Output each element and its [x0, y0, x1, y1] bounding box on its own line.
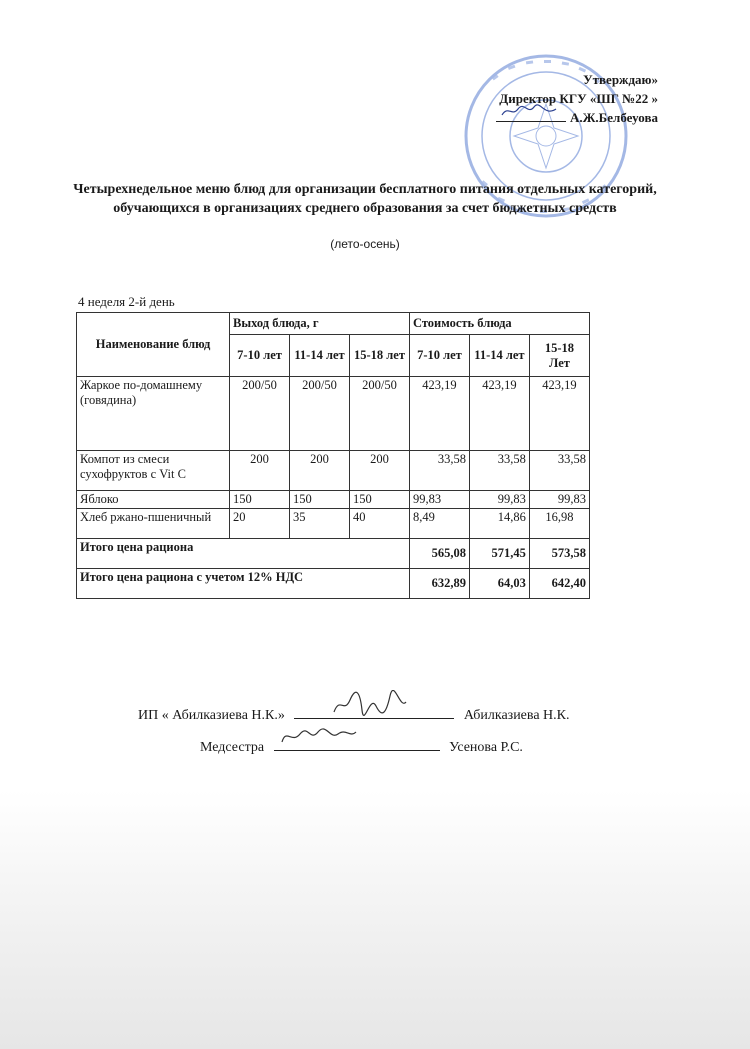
total-value: 565,08: [409, 539, 469, 569]
supplier-signature: [294, 704, 454, 719]
approval-heading: Утверждаю»: [583, 72, 658, 87]
total-value: 573,58: [529, 539, 589, 569]
dish-name: Жаркое по-домашнему (говядина): [77, 377, 230, 451]
header-cost-age: 7-10 лет: [409, 335, 469, 377]
nurse-label: Медсестра: [200, 740, 265, 755]
dish-yield: 200/50: [349, 377, 409, 451]
nurse-signature-row: [200, 736, 523, 756]
total-label: Итого цена рациона: [77, 539, 410, 569]
total-row: [77, 539, 590, 569]
table-row: [77, 451, 590, 491]
dish-cost: 99,83: [409, 491, 469, 509]
supplier-label: ИП « Абилказиева Н.К.»: [138, 708, 285, 723]
dish-name: Компот из смеси сухофруктов с Vit C: [77, 451, 230, 491]
dish-yield: 200/50: [230, 377, 290, 451]
dish-yield: 200: [349, 451, 409, 491]
supplier-name: Абилказиева Н.К.: [463, 708, 570, 723]
header-dish-name: Наименование блюд: [77, 313, 230, 377]
table-header-row: [77, 313, 590, 335]
header-cost: Стоимость блюда: [409, 313, 589, 335]
header-cost-age: 15-18 Лет: [529, 335, 589, 377]
header-yield-age: 11-14 лет: [290, 335, 350, 377]
supplier-signature-row: [138, 704, 570, 724]
dish-yield: 20: [230, 509, 290, 539]
dish-yield: 200/50: [290, 377, 350, 451]
dish-yield: 150: [230, 491, 290, 509]
document-title: Четырехнедельное меню блюд для организации бесплатного питания отдельных категорий, обучающихся в организациях среднего образования за счет бюджетных средств: [73, 182, 657, 216]
menu-table: [76, 312, 590, 599]
approval-position: Директор КГУ «ШГ №22 »: [499, 91, 658, 106]
week-day-label: 4 неделя 2-й день: [78, 294, 175, 309]
dish-yield: 200: [230, 451, 290, 491]
nurse-signature: [274, 736, 440, 751]
table-row: [77, 491, 590, 509]
total-vat-label: Итого цена рациона с учетом 12% НДС: [77, 569, 410, 599]
dish-yield: 200: [290, 451, 350, 491]
total-vat-value: 64,03: [469, 569, 529, 599]
total-vat-value: 632,89: [409, 569, 469, 599]
dish-cost: 33,58: [409, 451, 469, 491]
dish-cost: 14,86: [469, 509, 529, 539]
director-name: А.Ж.Белбеуова: [569, 110, 658, 125]
dish-cost: 99,83: [469, 491, 529, 509]
dish-cost: 33,58: [469, 451, 529, 491]
scan-shadow: [0, 790, 750, 1049]
total-vat-value: 642,40: [529, 569, 589, 599]
dish-cost: 99,83: [529, 491, 589, 509]
total-value: 571,45: [469, 539, 529, 569]
table-row: [77, 509, 590, 539]
header-yield-age: 15-18 лет: [349, 335, 409, 377]
dish-cost: 33,58: [529, 451, 589, 491]
dish-cost: 8,49: [409, 509, 469, 539]
dish-cost: 423,19: [529, 377, 589, 451]
dish-name: Хлеб ржано-пшеничный: [77, 509, 230, 539]
dish-cost: 423,19: [409, 377, 469, 451]
table-row: [77, 377, 590, 451]
approval-block: [496, 70, 658, 127]
season-subtitle: (лето-осень): [330, 237, 400, 251]
approval-signature-line: [496, 108, 658, 127]
dish-cost: 423,19: [469, 377, 529, 451]
dish-name: Яблоко: [77, 491, 230, 509]
header-cost-age: 11-14 лет: [469, 335, 529, 377]
dish-yield: 150: [290, 491, 350, 509]
dish-yield: 35: [290, 509, 350, 539]
total-vat-row: [77, 569, 590, 599]
header-yield: Выход блюда, г: [230, 313, 410, 335]
director-signature: [496, 109, 566, 122]
dish-yield: 150: [349, 491, 409, 509]
dish-cost: 16,98: [529, 509, 589, 539]
header-yield-age: 7-10 лет: [230, 335, 290, 377]
dish-yield: 40: [349, 509, 409, 539]
nurse-name: Усенова Р.С.: [449, 740, 523, 755]
